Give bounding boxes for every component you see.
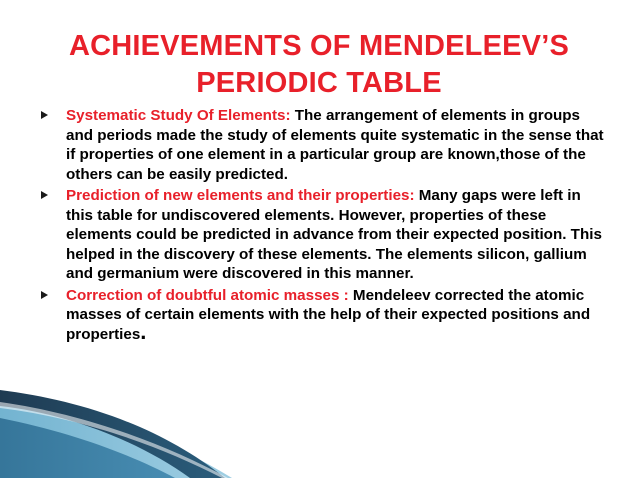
bullet-heading: Prediction of new elements and their properties: bbox=[66, 187, 415, 204]
bullet-item bbox=[38, 286, 610, 345]
triangle-right-icon bbox=[41, 291, 48, 299]
bullet-text: The arrangement of elements in groups and periods made the study of elements quite systematic in the sense that if properties of one element in a particular group are known,those of the others can be easily predicted. bbox=[66, 107, 604, 183]
slide-title bbox=[40, 28, 598, 102]
triangle-right-icon bbox=[41, 191, 48, 199]
bullet-list bbox=[38, 106, 610, 346]
bullet-text: Many gaps were left in this table for undiscovered elements. However, properties of these elements could be predicted in advance from their expected position. This helped in the discovery of these elements. The elements silicon, gallium and germanium were discovered in this manner. bbox=[66, 187, 602, 282]
bullet-item bbox=[38, 106, 610, 184]
title-line-1: ACHIEVEMENTS OF MENDELEEV’S bbox=[68, 30, 570, 62]
title-line-2: PERIODIC TABLE bbox=[196, 67, 442, 99]
bullet-item bbox=[38, 186, 610, 284]
bullet-heading: Systematic Study Of Elements: bbox=[66, 107, 291, 124]
bullet-heading: Correction of doubtful atomic masses : bbox=[66, 286, 349, 304]
triangle-right-icon bbox=[41, 111, 48, 119]
trailing-period: . bbox=[140, 318, 147, 344]
decorative-wave bbox=[0, 388, 638, 478]
bullet-text: Mendeleev corrected the atomic masses of certain elements with the help of their expected positions and properties bbox=[66, 286, 591, 343]
